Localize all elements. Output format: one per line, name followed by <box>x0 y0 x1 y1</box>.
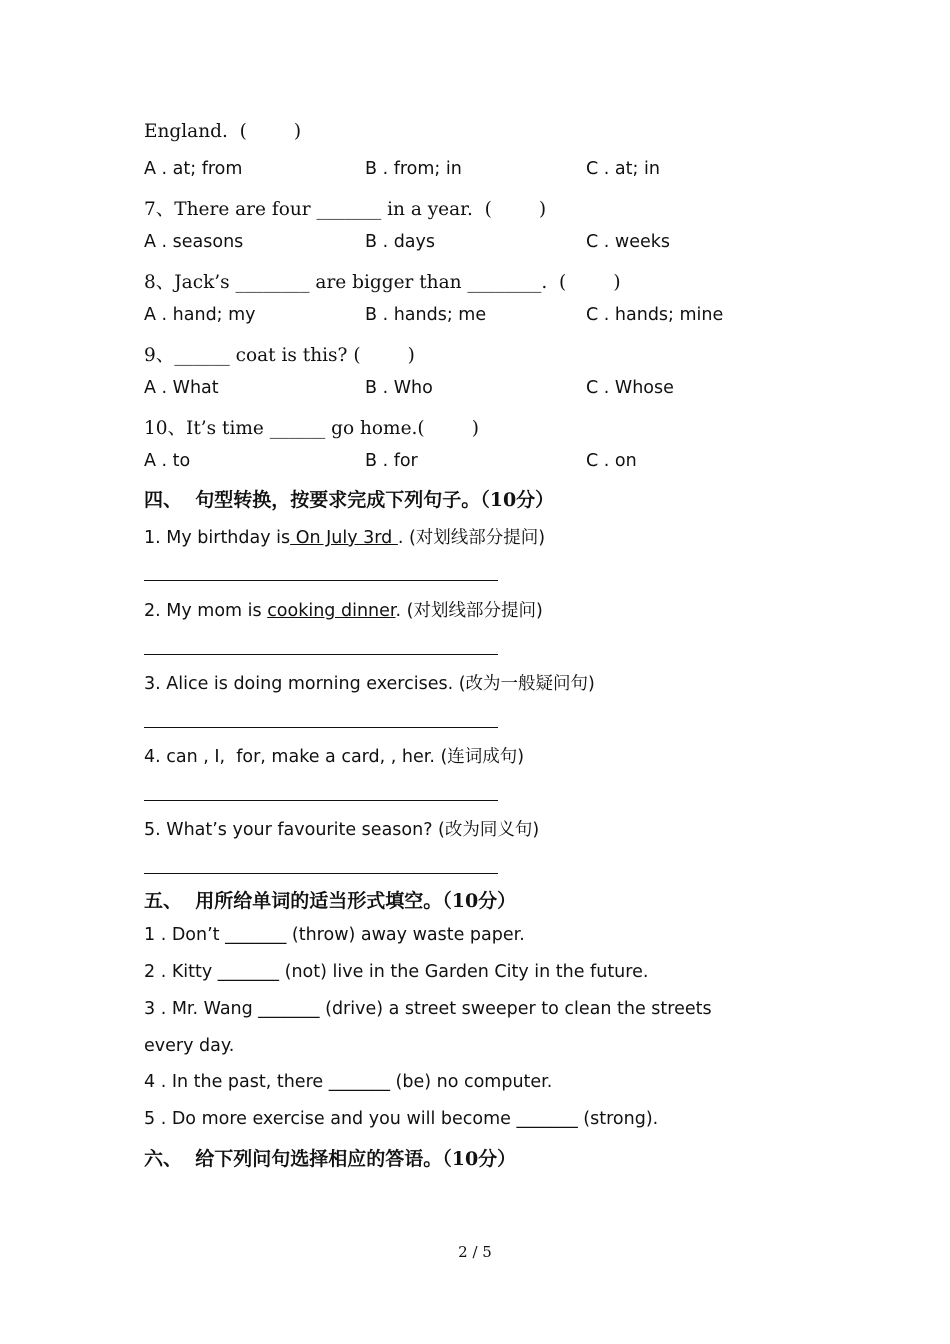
option-b: B . days <box>365 232 435 252</box>
transform-item-2: 2. My mom is cooking dinner. (对划线部分提问) <box>144 601 543 621</box>
question-8-options <box>144 305 844 331</box>
page-number: 2 / 5 <box>458 1243 492 1261</box>
question-8: 8、Jack’s ________ are bigger than ________. ( ) <box>144 272 621 293</box>
option-c: C . Whose <box>586 378 674 398</box>
transform-item-1: 1. My birthday is On July 3rd . (对划线部分提问) <box>144 528 546 548</box>
option-a: A . hand; my <box>144 305 256 325</box>
question-9: 9、______ coat is this? ( ) <box>144 345 415 366</box>
answer-line[interactable] <box>144 580 498 581</box>
answer-line[interactable] <box>144 654 498 655</box>
fill-item-2: 2 . Kitty _______ (not) live in the Garden City in the future. <box>144 962 649 982</box>
section-6-heading: 六、 给下列问句选择相应的答语。（10分） <box>144 1148 517 1170</box>
option-a: A . to <box>144 451 191 471</box>
option-c: C . hands; mine <box>586 305 724 325</box>
option-c: C . weeks <box>586 232 671 252</box>
section-5-heading: 五、 用所给单词的适当形式填空。（10分） <box>144 890 517 912</box>
question-9-options <box>144 378 844 404</box>
fill-item-4: 4 . In the past, there _______ (be) no computer. <box>144 1072 553 1092</box>
question-6-options <box>144 159 844 185</box>
underlined-phrase: On July 3rd <box>290 528 398 548</box>
answer-line[interactable] <box>144 727 498 728</box>
option-c: C . at; in <box>586 159 660 179</box>
transform-item-4: 4. can , I, for, make a card, , her. (连词成句) <box>144 747 525 767</box>
option-b: B . for <box>365 451 418 471</box>
fill-item-3-continued: every day. <box>144 1036 235 1056</box>
fill-item-5: 5 . Do more exercise and you will become _______ (strong). <box>144 1109 659 1129</box>
option-c: C . on <box>586 451 637 471</box>
option-a: A . at; from <box>144 159 243 179</box>
option-b: B . from; in <box>365 159 462 179</box>
answer-line[interactable] <box>144 800 498 801</box>
answer-line[interactable] <box>144 873 498 874</box>
option-a: A . seasons <box>144 232 244 252</box>
transform-item-5: 5. What’s your favourite season? (改为同义句) <box>144 820 540 840</box>
section-4-heading: 四、 句型转换，按要求完成下列句子。（10分） <box>144 489 555 511</box>
question-10: 10、It’s time ______ go home.( ) <box>144 418 479 439</box>
question-10-options <box>144 451 844 477</box>
underlined-phrase: cooking dinner <box>267 601 396 621</box>
transform-item-3: 3. Alice is doing morning exercises. (改为一般疑问句) <box>144 674 595 694</box>
option-b: B . hands; me <box>365 305 487 325</box>
fill-item-3: 3 . Mr. Wang _______ (drive) a street sweeper to clean the streets <box>144 999 712 1019</box>
option-b: B . Who <box>365 378 433 398</box>
question-7-options <box>144 232 844 258</box>
option-a: A . What <box>144 378 219 398</box>
question-7: 7、There are four _______ in a year. ( ) <box>144 199 547 220</box>
question-6-tail: England. ( ) <box>144 121 302 142</box>
fill-item-1: 1 . Don’t _______ (throw) away waste paper. <box>144 925 525 945</box>
